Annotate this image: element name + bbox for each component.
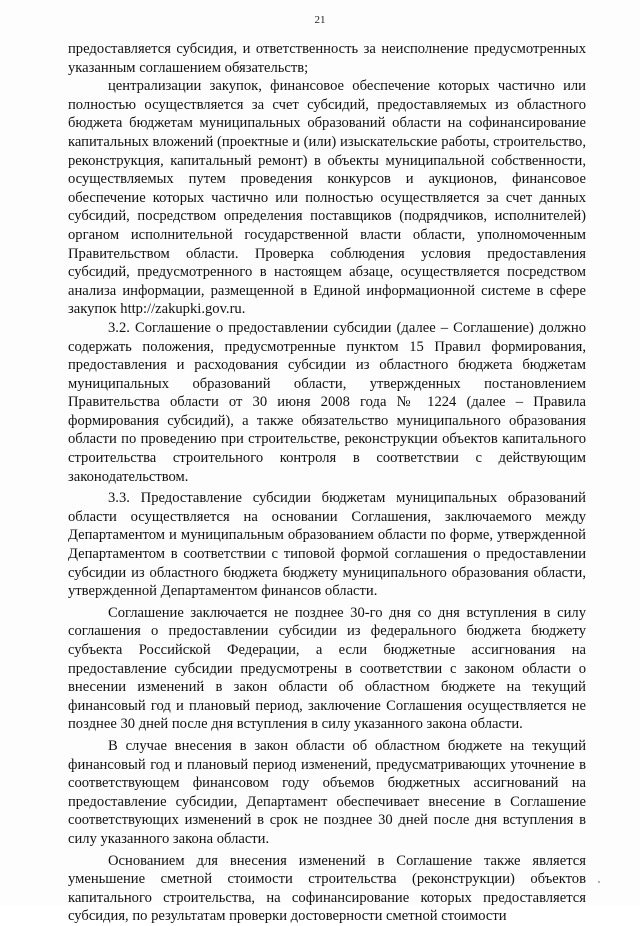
paragraph-agreement-deadline: Соглашение заключается не позднее 30-го дня со дня вступления в силу соглашения о предоставлении субсидии из федерального бюджета бюджету субъекта Российской Федерации, а если бюджетные ассигнования на предоставление субсидии предусмотрены в соответствии с законом области о внесении изменений в закон области об областном бюджете на текущий финансовый год и плановый период, заключение Соглашения осуществляется не позднее 30 дней после дня вступления в силу указанного закона области.: [68, 604, 586, 733]
paragraph-amendment-grounds: Основанием для внесения изменений в Соглашение также является уменьшение сметной стоимости строительства (реконструкции) объектов капитального строительства, на софинансирование которых предоставляется субсидия, по результатам проверки достоверности сметной стоимости: [68, 852, 586, 925]
paragraph-budget-amendment: В случае внесения в закон области об областном бюджете на текущий финансовый год и плановый период изменений, предусматривающих уточнение в соответствующем финансовом году объемов бюджетных ассигнований на предоставление субсидии, Департамент обеспечивает внесение в Соглашение соответствующих изменений в срок не позднее 30 дней после дня вступления в силу указанного закона области.: [68, 737, 586, 847]
scan-speck: [598, 881, 600, 883]
page-number: 21: [314, 14, 326, 26]
paragraph-3-2: 3.2. Соглашение о предоставлении субсидии (далее – Соглашение) должно содержать положения, предусмотренные пунктом 15 Правил формирования, предоставления и расходования субсидии из областного бюджета бюджетам муниципальных образований области, утвержденных постановлением Правительства области от 30 июня 2008 года № 1224 (далее – Правила формирования субсидий), а также обязательство муниципального образования области по проведению при строительстве, реконструкции объектов капитального строительства строительного контроля в соответствии с действующим законодательством.: [68, 319, 586, 485]
paragraph-continuation: предоставляется субсидия, и ответственность за неисполнение предусмотренных указанным соглашением обязательств;: [68, 41, 586, 76]
paragraph-centralization: централизации закупок, финансовое обеспечение которых частично или полностью осуществляется за счет субсидий, предоставляемых из областного бюджета бюджетам муниципальных образований области на софинансирование капитальных вложений (проектные и (или) изыскательские работы, строительство, реконструкция, капитальный ремонт) в объекты муниципальной собственности, осуществляемых путем проведения конкурсов и аукционов, финансовое обеспечение которых частично или полностью осуществляется за счет данных субсидий, посредством определения поставщиков (подрядчиков, исполнителей) органом исполнительной государственной власти области, уполномоченным Правительством области. Проверка соблюдения условия предоставления субсидий, предусмотренного в настоящем абзаце, осуществляется посредством анализа информации, размещенной в Единой информационной системе в сфере закупок http://zakupki.gov.ru.: [68, 78, 586, 318]
document-body: [68, 40, 586, 926]
paragraph-3-3: 3.3. Предоставление субсидии бюджетам муниципальных образований области осуществляется на основании Соглашения, заключаемого между Департаментом и муниципальным образованием области по форме, утвержденной Департаментом в соответствии с типовой формой соглашения о предоставлении субсидии из областного бюджета бюджету муниципального образования области, утвержденной Департаментом финансов области.: [68, 490, 586, 600]
